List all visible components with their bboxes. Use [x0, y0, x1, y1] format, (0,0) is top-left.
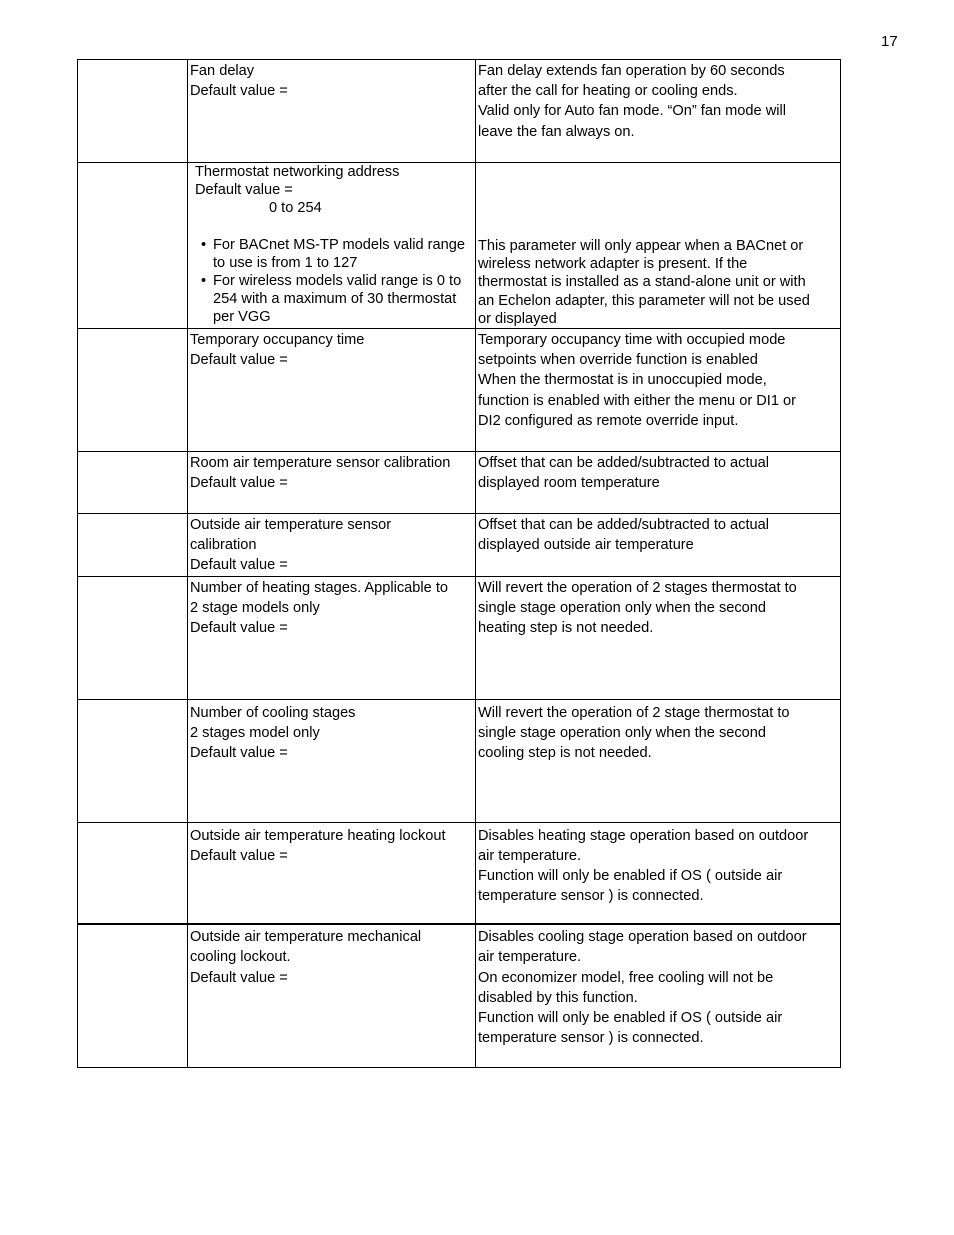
- description-line: function is enabled with either the menu or DI1 or: [478, 392, 796, 409]
- description-line: disabled by this function.: [478, 989, 638, 1006]
- description-line: single stage operation only when the second: [478, 724, 767, 741]
- description-line: leave the fan always on.: [478, 123, 635, 140]
- description-line: displayed outside air temperature: [478, 537, 694, 554]
- default-value-label: Default value =: [190, 557, 288, 574]
- parameter-name: Number of heating stages. Applicable to: [190, 579, 448, 596]
- parameter-name: cooling lockout.: [190, 949, 291, 966]
- parameter-code-cell: [78, 452, 188, 514]
- description-line: Will revert the operation of 2 stage thermostat to: [478, 704, 790, 721]
- table-row: [78, 924, 841, 1067]
- description-line: Function will only be enabled if OS ( outside air: [478, 1009, 783, 1026]
- description-line: Fan delay extends fan operation by 60 seconds: [478, 63, 785, 79]
- parameter-name: Fan delay: [190, 63, 255, 79]
- parameter-name: Outside air temperature sensor: [190, 517, 392, 533]
- parameter-name: Number of cooling stages: [190, 704, 356, 721]
- parameter-description-cell: [476, 514, 841, 577]
- page-number: 17: [881, 33, 898, 50]
- description-line: temperature sensor ) is connected.: [478, 888, 704, 905]
- description-line: air temperature.: [478, 847, 582, 864]
- description-line: wireless network adapter is present. If the: [478, 256, 748, 273]
- default-value-label: Default value =: [190, 847, 288, 864]
- description-line: When the thermostat is in unoccupied mode,: [478, 372, 767, 389]
- parameter-name-cell: [188, 452, 476, 514]
- description-line: Will revert the operation of 2 stages thermostat to: [478, 579, 797, 596]
- description-line: an Echelon adapter, this parameter will not be used: [478, 292, 810, 309]
- parameter-description-cell: [476, 924, 841, 1067]
- description-line: displayed room temperature: [478, 475, 660, 492]
- parameter-name: Outside air temperature heating lockout: [190, 827, 446, 844]
- description-line: On economizer model, free cooling will not be: [478, 969, 774, 986]
- description-line: or displayed: [478, 310, 557, 327]
- parameter-name: Thermostat networking address: [195, 164, 400, 180]
- note-item: • For BACnet MS-TP models valid range to use is from 1 to 127: [213, 236, 473, 272]
- parameter-description-cell: [476, 163, 841, 329]
- description-line: air temperature.: [478, 949, 582, 966]
- description-line: thermostat is installed as a stand-alone unit or with: [478, 274, 806, 291]
- parameter-name-cell: [188, 699, 476, 822]
- description-line: Offset that can be added/subtracted to actual: [478, 455, 769, 471]
- parameter-description-cell: [476, 329, 841, 452]
- parameter-name: 2 stages model only: [190, 724, 320, 741]
- description-line: single stage operation only when the second: [478, 599, 767, 616]
- parameter-code-cell: [78, 699, 188, 822]
- parameter-name: calibration: [190, 537, 257, 554]
- parameter-name: Room air temperature sensor calibration: [190, 455, 451, 471]
- note-item: • For wireless models valid range is 0 to 254 with a maximum of 30 thermostat per VGG: [213, 272, 473, 327]
- parameter-description-cell: [476, 822, 841, 924]
- parameter-code-cell: [78, 822, 188, 924]
- table-row: [78, 60, 841, 163]
- parameter-description-cell: [476, 576, 841, 699]
- description-line: Offset that can be added/subtracted to actual: [478, 517, 769, 533]
- parameter-code-cell: [78, 576, 188, 699]
- parameter-name-cell: [188, 924, 476, 1067]
- table-row: [78, 822, 841, 924]
- parameter-code-cell: [78, 514, 188, 577]
- description-line: heating step is not needed.: [478, 620, 654, 637]
- parameter-name-cell: [188, 576, 476, 699]
- default-value-label: Default value =: [195, 182, 293, 199]
- parameter-description-cell: [476, 452, 841, 514]
- parameter-name: 2 stage models only: [190, 599, 320, 616]
- default-value-label: Default value =: [190, 620, 288, 637]
- parameter-name: Temporary occupancy time: [190, 332, 365, 348]
- parameter-description-cell: [476, 60, 841, 163]
- table-row: [78, 576, 841, 699]
- parameter-code-cell: [78, 329, 188, 452]
- table-row: [78, 514, 841, 577]
- table-row: [78, 329, 841, 452]
- default-value-label: Default value =: [190, 745, 288, 762]
- notes-list: [195, 236, 473, 327]
- parameter-name-cell: [188, 822, 476, 924]
- parameter-name-cell: [188, 163, 476, 329]
- parameter-name: Outside air temperature mechanical: [190, 929, 422, 946]
- description-line: Disables cooling stage operation based on outdoor: [478, 929, 807, 946]
- description-line: setpoints when override function is enabled: [478, 352, 758, 369]
- default-value-label: Default value =: [190, 83, 288, 100]
- description-line: This parameter will only appear when a BACnet or: [478, 237, 804, 254]
- description-line: Valid only for Auto fan mode. “On” fan mode will: [478, 103, 786, 120]
- parameter-name-cell: [188, 514, 476, 577]
- description-line: after the call for heating or cooling ends.: [478, 83, 738, 100]
- table-row: [78, 452, 841, 514]
- parameter-name-cell: [188, 60, 476, 163]
- default-value-label: Default value =: [190, 969, 288, 986]
- table-row: [78, 699, 841, 822]
- parameter-code-cell: [78, 60, 188, 163]
- valid-range: 0 to 254: [269, 200, 322, 217]
- table-row: [78, 163, 841, 329]
- description-line: DI2 configured as remote override input.: [478, 412, 739, 429]
- parameter-name-cell: [188, 329, 476, 452]
- parameter-description-cell: [476, 699, 841, 822]
- default-value-label: Default value =: [190, 352, 288, 369]
- parameter-code-cell: [78, 924, 188, 1067]
- parameter-code-cell: [78, 163, 188, 329]
- description-line: Disables heating stage operation based on outdoor: [478, 827, 809, 844]
- description-line: Temporary occupancy time with occupied mode: [478, 332, 786, 348]
- description-line: Function will only be enabled if OS ( outside air: [478, 868, 783, 885]
- parameter-table: [77, 59, 841, 1068]
- description-line: temperature sensor ) is connected.: [478, 1030, 704, 1047]
- description-line: cooling step is not needed.: [478, 745, 652, 762]
- default-value-label: Default value =: [190, 475, 288, 492]
